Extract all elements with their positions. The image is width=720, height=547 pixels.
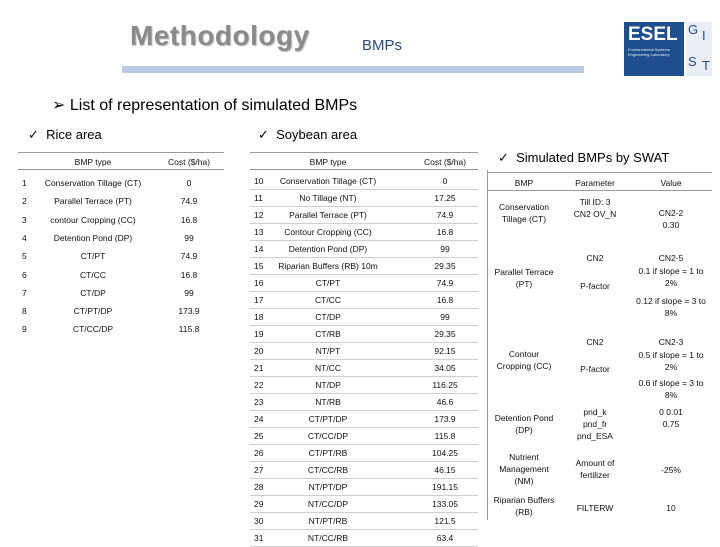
swat-col-bmp: BMP [514,178,534,188]
soybean-row-number: 21 [254,363,264,373]
swat-param-pt-1: CN2 [586,253,604,263]
swat-param-pt-2: P-factor [580,281,610,291]
logo-tagline: Environmental Systems Engineering Laboratory [628,47,671,57]
soybean-area-label [258,127,357,143]
soybean-row-cost: 115.8 [434,431,456,441]
soybean-row-bmp-type: NT/PT [315,346,341,356]
swat-value-pt-2: 0.1 if slope = 1 to 2% [638,266,704,288]
rice-col-cost: Cost ($/ha) [167,157,211,167]
logo-letter-g: G [688,22,699,37]
soybean-row-divider [250,359,478,360]
soybean-row-bmp-type: No Tillage (NT) [299,193,357,203]
rice-row-cost: 16.8 [180,215,198,225]
logo-letter-t: T [702,58,710,73]
soybean-row-bmp-type: NT/CC/RB [307,533,349,543]
soybean-row-cost: 104.25 [432,448,458,458]
soybean-row-bmp-type: CT/PT/RB [308,448,348,458]
soybean-row-bmp-type: CT/CC/DP [307,431,349,441]
soybean-row-number: 26 [254,448,264,458]
soybean-row-cost: 191.15 [432,482,458,492]
swat-bmp-dp: Detention Pond (DP) [494,413,554,435]
soybean-row-number: 13 [254,227,264,237]
swat-param-nm: Amount of fertilizer [575,458,615,480]
swat-param-cc-1: CN2 [586,337,604,347]
soybean-row-cost: 116.25 [432,380,458,390]
soybean-row-divider [250,478,478,479]
soybean-row-bmp-type: NT/CC [315,363,341,373]
swat-bmp-cc: Contour Cropping (CC) [496,349,552,371]
swat-value-nm: -25% [661,465,681,475]
rice-row-number: 3 [22,215,27,225]
list-heading-text: List of representation of simulated BMPs [69,97,358,114]
soybean-row-divider [250,274,478,275]
soybean-row-cost: 16.8 [436,295,454,305]
soybean-row-bmp-type: NT/PT/RB [308,516,348,526]
check-icon: ✓ [258,127,277,142]
soybean-row-divider [250,257,478,258]
rice-row-bmp-type: CT/CC/DP [72,324,114,334]
swat-value-pt-3: 0.12 if slope = 3 to 8% [636,296,706,318]
list-heading [52,95,357,115]
soybean-row-bmp-type: NT/CC/DP [307,499,349,509]
rice-row-number: 8 [22,306,27,316]
soybean-area-text: Soybean area [276,127,358,142]
soybean-row-cost: 29.35 [434,261,456,271]
swat-bmp-pt: Parallel Terrace (PT) [494,267,554,289]
rice-row-bmp-type: CT/PT [80,251,106,261]
soybean-row-cost: 99 [440,312,450,322]
swat-col-value: Value [660,178,682,188]
rice-row-number: 4 [22,233,27,243]
rice-header-bottom-rule [18,169,224,170]
logo-letter-s: S [688,54,697,69]
soybean-row-number: 22 [254,380,264,390]
soybean-row-cost: 173.9 [434,414,456,424]
logo-letter-i: I [702,28,706,43]
rice-row-number: 1 [22,178,27,188]
soybean-row-bmp-type: Contour Cropping (CC) [284,227,372,237]
soybean-row-number: 30 [254,516,264,526]
page-title: Methodology [130,20,310,51]
soybean-row-number: 28 [254,482,264,492]
soybean-row-divider [250,342,478,343]
soybean-row-divider [250,410,478,411]
rice-row-bmp-type: CT/PT/DP [73,306,113,316]
soybean-row-number: 12 [254,210,264,220]
soybean-row-number: 20 [254,346,264,356]
rice-area-text: Rice area [46,127,102,142]
soybean-row-cost: 17.25 [434,193,456,203]
swat-value-ct: CN2-2 0.30 [658,208,684,230]
swat-table-border [487,170,488,520]
rice-row-bmp-type: CT/CC [80,270,106,280]
swat-value-cc-2: 0.5 if slope = 1 to 2% [638,350,704,372]
swat-header-bottom-rule [487,190,712,191]
rice-row-cost: 99 [184,233,194,243]
soybean-row-number: 31 [254,533,264,543]
logo-text: ESEL [628,24,678,45]
rice-row-bmp-type: Conservation Tillage (CT) [44,178,142,188]
rice-row-number: 5 [22,251,27,261]
swat-bmp-nm: Nutrient Management (NM) [499,452,549,486]
soybean-row-cost: 46.6 [436,397,454,407]
rice-row-cost: 0 [186,178,192,188]
rice-row-cost: 16.8 [180,270,198,280]
soybean-row-divider [250,223,478,224]
rice-row-number: 9 [22,324,27,334]
soybean-row-divider [250,240,478,241]
soybean-row-number: 10 [254,176,264,186]
rice-row-cost: 74.9 [180,251,198,261]
soybean-row-number: 25 [254,431,264,441]
check-icon: ✓ [498,150,517,165]
soybean-row-divider [250,189,478,190]
soybean-row-divider [250,291,478,292]
soybean-row-number: 17 [254,295,264,305]
rice-row-cost: 173.9 [178,306,200,316]
soybean-row-number: 16 [254,278,264,288]
swat-bmp-ct: Conservation Tillage (CT) [498,202,550,224]
rice-header-top-rule [18,152,224,153]
soybean-row-divider [250,427,478,428]
soybean-row-number: 18 [254,312,264,322]
soybean-row-divider [250,495,478,496]
soybean-row-number: 29 [254,499,264,509]
soybean-row-bmp-type: CT/RB [315,329,341,339]
soybean-header-bottom-rule [250,169,478,170]
soybean-row-bmp-type: NT/DP [315,380,341,390]
soybean-row-cost: 74.9 [436,210,454,220]
soybean-row-bmp-type: Conservation Tillage (CT) [279,176,377,186]
soybean-row-cost: 63.4 [436,533,454,543]
rice-row-bmp-type: contour Cropping (CC) [50,215,136,225]
arrow-bullet-icon: ➢ [52,97,70,114]
soybean-row-divider [250,461,478,462]
swat-value-cc-1: CN2-3 [658,337,684,347]
soybean-row-number: 11 [254,193,263,203]
soybean-row-cost: 133.05 [432,499,458,509]
rice-row-number: 2 [22,196,27,206]
soybean-row-divider [250,325,478,326]
soybean-row-bmp-type: CT/CC/RB [307,465,349,475]
rice-row-number: 7 [22,288,27,298]
rice-row-bmp-type: CT/DP [80,288,106,298]
soybean-row-bmp-type: Parallel Terrace (PT) [289,210,367,220]
soybean-row-cost: 46.15 [434,465,456,475]
soybean-header-top-rule [250,152,478,153]
soybean-row-number: 23 [254,397,264,407]
rice-col-bmp-type: BMP type [74,157,112,167]
soybean-row-divider [250,206,478,207]
swat-param-rb: FILTERW [576,503,614,513]
soybean-row-cost: 121.5 [434,516,456,526]
swat-value-rb: 10 [666,503,676,513]
soybean-row-divider [250,529,478,530]
rice-row-cost: 99 [184,288,194,298]
soybean-col-cost: Cost ($/ha) [423,157,467,167]
soybean-row-bmp-type: NT/RB [315,397,341,407]
soybean-row-divider [250,308,478,309]
soybean-row-bmp-type: CT/CC [315,295,341,305]
soybean-row-cost: 0 [442,176,448,186]
soybean-row-bmp-type: CT/PT/DP [308,414,348,424]
soybean-row-bmp-type: Detention Pond (DP) [288,244,368,254]
soybean-row-bmp-type: CT/PT [315,278,341,288]
soybean-row-number: 14 [254,244,264,254]
soybean-row-number: 27 [254,465,264,475]
rice-row-bmp-type: Parallel Terrace (PT) [54,196,132,206]
swat-value-cc-3: 0.6 if slope = 3 to 8% [638,378,704,400]
rice-row-bmp-type: Detention Pond (DP) [53,233,133,243]
rice-row-cost: 115.8 [178,324,200,334]
swat-col-parameter: Parameter [575,178,615,188]
rice-row-cost: 74.9 [180,196,198,206]
swat-label-text: Simulated BMPs by SWAT [516,150,670,165]
soybean-row-cost: 29.35 [434,329,456,339]
soybean-row-divider [250,376,478,377]
swat-value-dp: 0 0.01 0.75 [659,407,683,429]
check-icon: ✓ [28,127,47,142]
swat-header-top-rule [487,172,712,173]
soybean-row-bmp-type: Riparian Buffers (RB) 10m [278,261,378,271]
swat-label [498,150,669,166]
soybean-col-bmp-type: BMP type [309,157,347,167]
swat-value-pt-1: CN2-5 [658,253,684,263]
esel-logo [622,20,714,78]
soybean-row-cost: 74.9 [436,278,454,288]
soybean-row-cost: 34.05 [434,363,456,373]
soybean-row-divider [250,393,478,394]
page-subtitle: BMPs [362,37,403,54]
swat-param-cc-2: P-factor [580,364,610,374]
soybean-row-divider [250,512,478,513]
title-underline-bar [122,66,584,73]
swat-param-dp: pnd_k pnd_fr pnd_ESA [577,407,613,441]
soybean-row-number: 24 [254,414,264,424]
soybean-row-number: 19 [254,329,264,339]
soybean-row-number: 15 [254,261,264,271]
soybean-row-divider [250,444,478,445]
swat-param-ct: Till ID: 3 CN2 OV_N [573,197,617,219]
rice-area-label [28,127,102,143]
soybean-row-bmp-type: CT/DP [315,312,341,322]
rice-row-number: 6 [22,270,27,280]
soybean-row-cost: 99 [440,244,450,254]
soybean-row-cost: 16.8 [436,227,454,237]
swat-bmp-rb: Riparian Buffers (RB) [493,495,555,517]
soybean-row-cost: 92.15 [434,346,456,356]
soybean-row-bmp-type: NT/PT/DP [308,482,348,492]
